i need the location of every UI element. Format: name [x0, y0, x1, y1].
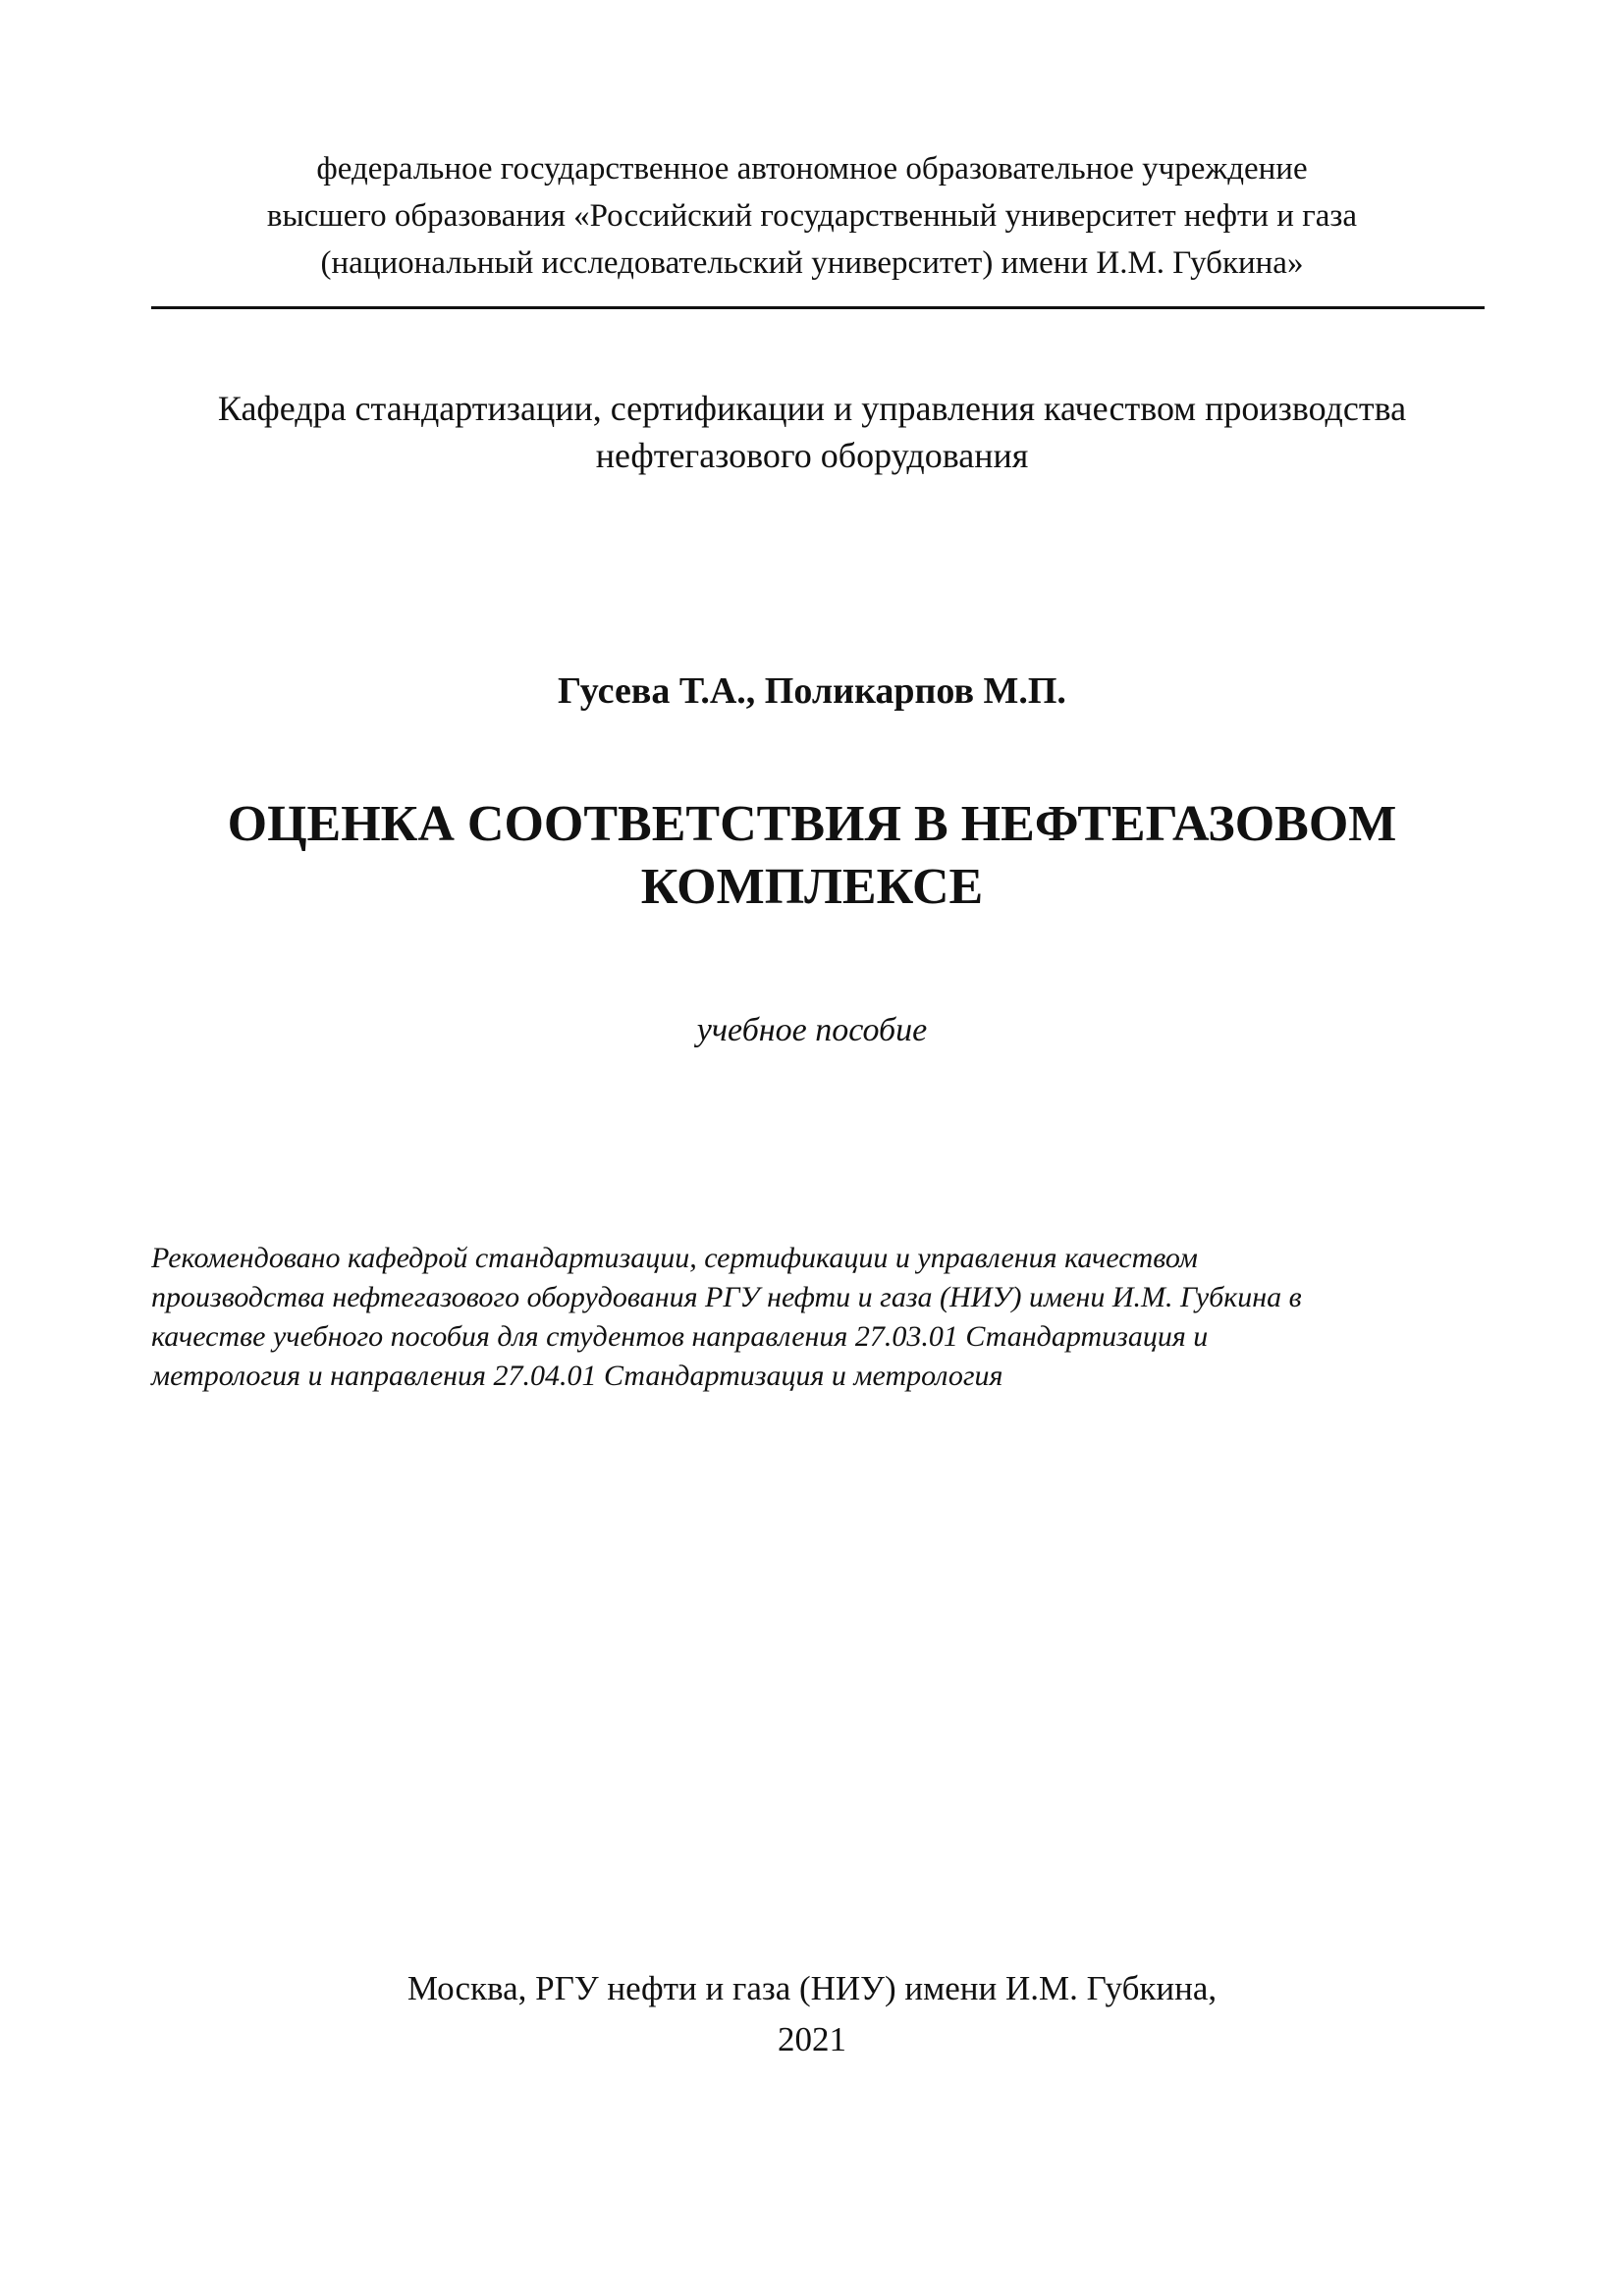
institution-line-2: высшего образования «Российский государственный университет нефти и газа: [266, 198, 1358, 234]
institution-line-3: (национальный исследовательский университет) имени И.М. Губкина»: [320, 245, 1304, 281]
imprint-place-publisher: Москва, РГУ нефти и газа (НИУ) имени И.М. Губкина,: [406, 1969, 1218, 2007]
authors: Гусева Т.А., Поликарпов М.П.: [558, 670, 1066, 712]
recommendation-line-3: качестве учебного пособия для студентов направления 27.03.01 Стандартизация и: [151, 1320, 1209, 1353]
department-line-2: нефтегазового оборудования: [595, 436, 1029, 475]
imprint: [0, 1963, 1624, 2065]
title-line-2: КОМПЛЕКСЕ: [640, 859, 984, 915]
recommendation-line-2: производства нефтегазового оборудования РГУ нефти и газа (НИУ) имени И.М. Губкина в: [151, 1281, 1302, 1313]
department-line-1: Кафедра стандартизации, сертификации и управления качеством производства: [217, 389, 1407, 428]
recommendation-line-1: Рекомендовано кафедрой стандартизации, сертификации и управления качеством: [151, 1242, 1198, 1274]
header-divider: [151, 306, 1485, 309]
document-type: учебное пособие: [696, 1012, 928, 1048]
document-title: [0, 793, 1624, 919]
recommendation-note: [151, 1239, 1526, 1396]
title-line-1: ОЦЕНКА СООТВЕТСТВИЯ В НЕФТЕГАЗОВОМ: [227, 796, 1397, 852]
imprint-year: 2021: [778, 2020, 846, 2058]
department: [0, 385, 1624, 479]
institution-header: [0, 145, 1624, 287]
recommendation-line-4: метрология и направления 27.04.01 Стандартизация и метрология: [151, 1360, 1003, 1392]
institution-line-1: федеральное государственное автономное образовательное учреждение: [316, 151, 1308, 187]
